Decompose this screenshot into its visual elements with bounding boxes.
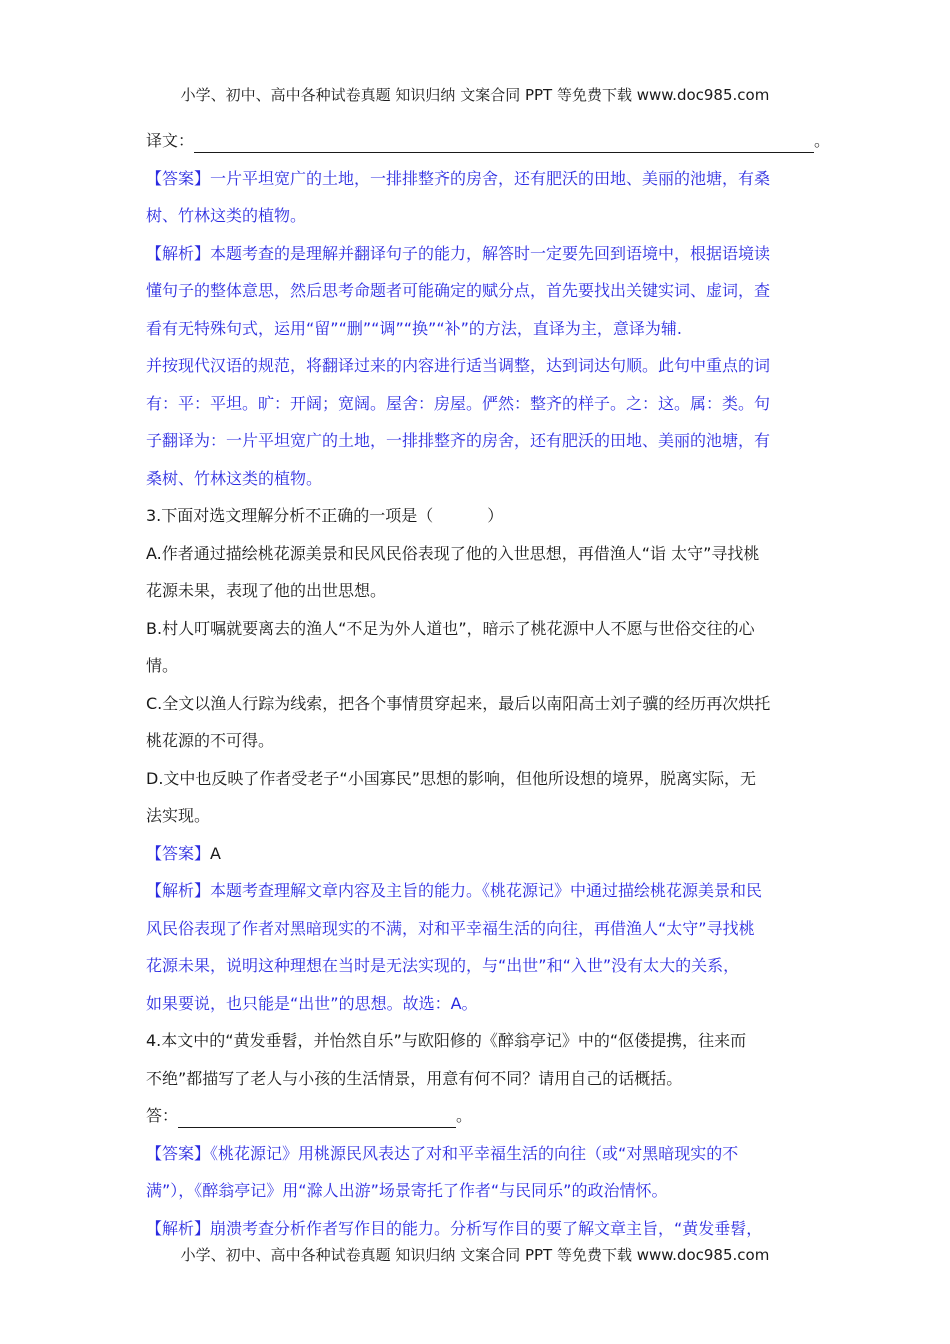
q2-analysis-line: 子翻译为：一片平坦宽广的土地，一排排整齐的房舍，还有肥沃的田地、美丽的池塘，有 bbox=[146, 431, 771, 450]
q4-stem-line-2: 不绝”都描写了老人与小孩的生活情景，用意有何不同？请用自己的话概括。 bbox=[146, 1068, 683, 1088]
q4-answer-line-2: 满”），《醉翁亭记》用“滁人出游”场景寄托了作者“与民同乐”的政治情怀。 bbox=[146, 1181, 668, 1200]
translation-line: 译文： 。 bbox=[146, 122, 810, 160]
q3-option-d-cont: 法实现。 bbox=[146, 806, 211, 825]
q3-analysis-line: 如果要说，也只能是“出世”的思想。故选：A。 bbox=[146, 993, 478, 1013]
q2-analysis-line-1: 【解析】本题考查的是理解并翻译句子的能力，解答时一定要先回到语境中，根据语境读 bbox=[146, 243, 771, 263]
q3-analysis-line: 风民俗表现了作者对黑暗现实的不满，对和平幸福生活的向往，再借渔人“太守”寻找桃 bbox=[146, 918, 755, 938]
q4-answer-line-1: 【答案】《桃花源记》用桃源民风表达了对和平幸福生活的向往（或“对黑暗现实的不 bbox=[146, 1143, 739, 1163]
analysis-tag: 【解析】 bbox=[146, 1218, 211, 1238]
analysis-tag: 【解析】 bbox=[146, 243, 211, 263]
q3-option-c: C.全文以渔人行踪为线索，把各个事情贯穿起来，最后以南阳高士刘子骥的经历再次烘托 bbox=[146, 693, 771, 713]
q2-analysis-line: 有：平：平坦。旷：开阔；宽阔。屋舍：房屋。俨然：整齐的样子。之：这。属：类。句 bbox=[146, 393, 771, 413]
q3-analysis-line-1: 【解析】本题考查理解文章内容及主旨的能力。《桃花源记》中通过描绘桃花源美景和民 bbox=[146, 881, 763, 900]
answer-tag: 【答案】 bbox=[146, 1143, 211, 1163]
q3-option-c-cont: 桃花源的不可得。 bbox=[146, 731, 275, 750]
q4-analysis-line-1: 【解析】崩溃考查分析作者写作目的能力。分析写作目的要了解文章主旨，“黄发垂髫， bbox=[146, 1218, 763, 1238]
page-header: 小学、初中、高中各种试卷真题 知识归纳 文案合同 PPT 等免费下载 www.doc985.com bbox=[180, 86, 770, 104]
q4-answer-blank-line: 答： 。 bbox=[146, 1097, 810, 1135]
translation-blank[interactable] bbox=[194, 130, 814, 153]
q2-answer-line-1: 【答案】一片平坦宽广的土地，一排排整齐的房舍，还有肥沃的田地、美丽的池塘，有桑 bbox=[146, 168, 771, 188]
q2-analysis-line: 看有无特殊句式，运用“留”“删”“调”“换”“补”的方法，直译为主，意译为辅. bbox=[146, 318, 682, 338]
q2-analysis-line: 懂句子的整体意思，然后思考命题者可能确定的赋分点，首先要找出关键实词、虚词，查 bbox=[146, 281, 771, 300]
q3-option-b-cont: 情。 bbox=[146, 656, 179, 675]
page-footer: 小学、初中、高中各种试卷真题 知识归纳 文案合同 PPT 等免费下载 www.doc985.com bbox=[180, 1246, 770, 1264]
document-body bbox=[146, 122, 831, 1247]
q3-stem: 3.下面对选文理解分析不正确的一项是（ ） bbox=[146, 506, 504, 525]
q3-option-a-cont: 花源未果，表现了他的出世思想。 bbox=[146, 581, 387, 600]
q3-option-b: B.村人叮嘱就要离去的渔人“不足为外人道也”，暗示了桃花源中人不愿与世俗交往的心 bbox=[146, 618, 755, 638]
q3-option-a: A.作者通过描绘桃花源美景和民风民俗表现了他的入世思想，再借渔人“诣 太守”寻找桃 bbox=[146, 543, 760, 563]
q4-answer-blank[interactable] bbox=[178, 1105, 456, 1128]
q3-answer: 【答案】A bbox=[146, 843, 221, 863]
q2-answer-line-2: 树、竹林这类的植物。 bbox=[146, 206, 307, 225]
analysis-tag: 【解析】 bbox=[146, 881, 211, 900]
q3-analysis-line: 花源未果，说明这种理想在当时是无法实现的，与“出世”和“入世”没有太大的关系， bbox=[146, 956, 740, 975]
q4-stem-line-1: 4.本文中的“黄发垂髫，并怡然自乐”与欧阳修的《醉翁亭记》中的“伛偻提携，往来而 bbox=[146, 1031, 747, 1050]
answer-tag: 【答案】 bbox=[146, 168, 211, 188]
q2-analysis-line: 桑树、竹林这类的植物。 bbox=[146, 468, 323, 488]
answer-tag: 【答案】 bbox=[146, 843, 211, 863]
q2-analysis-line: 并按现代汉语的规范，将翻译过来的内容进行适当调整，达到词达句顺。此句中重点的词 bbox=[146, 356, 771, 375]
q3-option-d: D.文中也反映了作者受老子“小国寡民”思想的影响，但他所设想的境界，脱离实际，无 bbox=[146, 768, 756, 788]
